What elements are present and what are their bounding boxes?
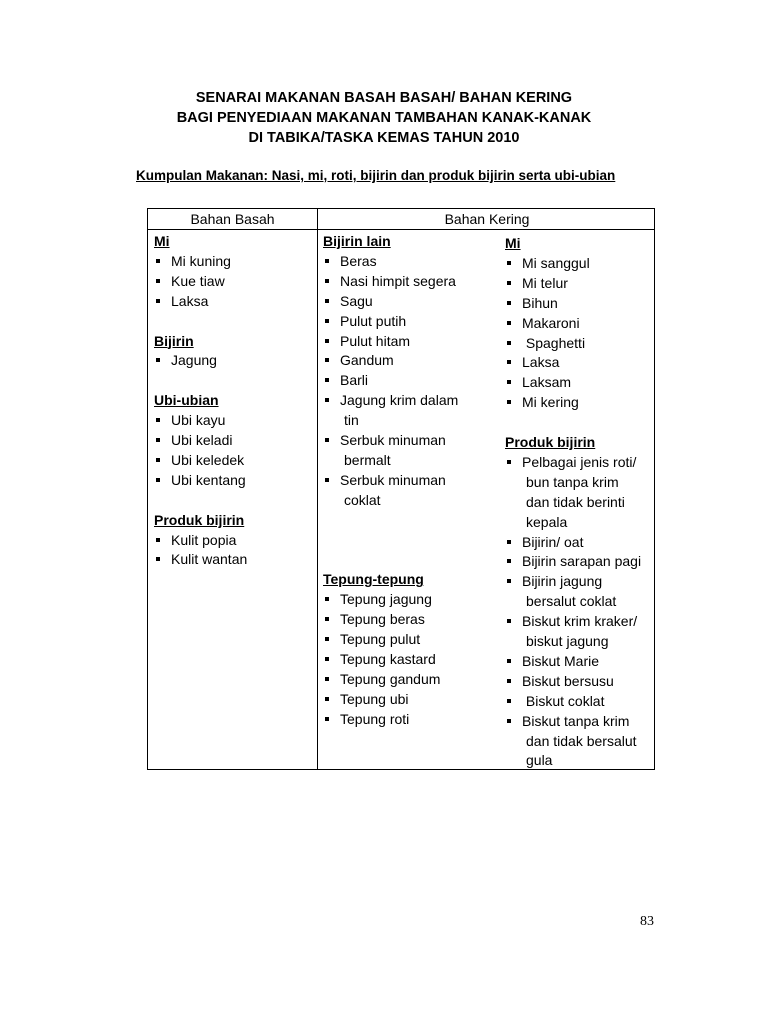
bullet-icon [507, 719, 511, 723]
bullet-icon [507, 659, 511, 663]
list-item: Laksa [522, 354, 560, 371]
list-item: Beras [340, 252, 377, 269]
section-heading: Mi [505, 235, 521, 251]
list-item: bermalt [344, 451, 391, 468]
list-item: Biskut tanpa krim [522, 712, 630, 729]
list-item: Barli [340, 372, 369, 389]
header-divider [148, 229, 654, 230]
bullet-icon [507, 341, 511, 345]
list-item: Bijirin sarapan pagi [522, 553, 642, 570]
section-heading: Ubi-ubian [154, 392, 219, 409]
list-item: Tepung jagung [340, 591, 432, 608]
list-item: Tepung roti [340, 710, 410, 727]
list-item: Mi sanggul [522, 254, 590, 271]
bullet-icon [325, 279, 329, 283]
list-item: Pulut hitam [340, 332, 411, 349]
list-item: Biskut bersusu [522, 672, 614, 689]
list-item: Laksam [522, 374, 572, 391]
food-list-table [147, 208, 655, 770]
section-heading: Produk bijirin [505, 434, 596, 450]
list-item: Biskut krim kraker/ [522, 613, 638, 630]
bullet-icon [507, 380, 511, 384]
bullet-icon [507, 360, 511, 364]
list-item: Gandum [340, 352, 394, 369]
list-item: Pelbagai jenis roti/ [522, 453, 637, 470]
bullet-icon [156, 279, 160, 283]
header-bahan-kering: Bahan Kering [444, 211, 530, 227]
bullet-icon [507, 679, 511, 683]
list-item: Bijirin jagung [522, 573, 603, 590]
section-heading: Mi [154, 233, 170, 249]
list-item: Tepung ubi [340, 690, 409, 707]
title-line-2: BAGI PENYEDIAAN MAKANAN TAMBAHAN KANAK-KANAK [176, 110, 592, 126]
title-line-3: DI TABIKA/TASKA KEMAS TAHUN 2010 [248, 130, 520, 146]
list-item: Tepung kastard [340, 650, 436, 667]
bullet-icon [507, 699, 511, 703]
list-item: Mi kuning [171, 252, 231, 269]
header-bahan-basah: Bahan Basah [190, 211, 275, 227]
bullet-icon [507, 321, 511, 325]
list-item: dan tidak bersalut [526, 732, 637, 749]
list-item: Mi telur [522, 274, 568, 291]
bullet-icon [156, 538, 160, 542]
bullet-icon [325, 299, 329, 303]
bullet-icon [507, 579, 511, 583]
list-item: Biskut Marie [522, 652, 600, 669]
bullet-icon [325, 657, 329, 661]
list-item: coklat [344, 491, 381, 508]
list-item: Kulit popia [171, 531, 237, 548]
bullet-icon [325, 637, 329, 641]
bullet-icon [325, 319, 329, 323]
bullet-icon [507, 559, 511, 563]
title-line-1: SENARAI MAKANAN BASAH BASAH/ BAHAN KERING [195, 90, 573, 106]
column-divider [317, 209, 318, 769]
bullet-icon [156, 458, 160, 462]
bullet-icon [325, 617, 329, 621]
bullet-icon [156, 418, 160, 422]
list-item: Spaghetti [522, 334, 586, 351]
list-item: Mi kering [522, 394, 579, 411]
list-item: kepala [526, 513, 568, 530]
list-item: Kulit wantan [171, 551, 248, 568]
bullet-icon [325, 597, 329, 601]
list-item: Tepung gandum [340, 670, 441, 687]
list-item: Ubi keladi [171, 432, 233, 448]
list-item: bun tanpa krim [526, 473, 619, 490]
list-item: Kue tiaw [171, 272, 225, 289]
list-item: biskut jagung [526, 633, 609, 649]
bullet-icon [325, 398, 329, 402]
list-item: bersalut coklat [526, 593, 617, 610]
bullet-icon [507, 540, 511, 544]
bullet-icon [507, 400, 511, 404]
list-item: Laksa [171, 292, 209, 309]
list-item: Jagung krim dalam [340, 392, 459, 409]
section-heading: Bijirin [154, 332, 194, 349]
bullet-icon [325, 339, 329, 343]
list-item: Ubi kayu [171, 412, 226, 429]
bullet-icon [325, 438, 329, 442]
bullet-icon [325, 378, 329, 382]
section-heading: Produk bijirin [154, 511, 245, 528]
bullet-icon [325, 259, 329, 263]
bullet-icon [156, 478, 160, 482]
list-item: Serbuk minuman [340, 432, 446, 448]
bullet-icon [325, 358, 329, 362]
bullet-icon [507, 281, 511, 285]
bullet-icon [325, 677, 329, 681]
bullet-icon [325, 717, 329, 721]
list-item: dan tidak berinti [526, 493, 625, 510]
bullet-icon [156, 438, 160, 442]
bullet-icon [507, 301, 511, 305]
bullet-icon [507, 619, 511, 623]
bullet-icon [507, 460, 511, 464]
list-item: Tepung beras [340, 611, 425, 628]
list-item: Bijirin/ oat [522, 533, 584, 550]
page-number: 83 [640, 914, 654, 929]
section-heading: Bijirin lain [323, 233, 391, 249]
bullet-icon [156, 358, 160, 362]
bullet-icon [156, 259, 160, 263]
bullet-icon [507, 261, 511, 265]
section-heading: Tepung-tepung [323, 571, 424, 588]
list-item: Tepung pulut [340, 631, 421, 647]
list-item: Jagung [171, 352, 217, 369]
list-item: Nasi himpit segera [340, 272, 456, 289]
list-item: Sagu [340, 292, 373, 309]
food-group-subtitle: Kumpulan Makanan: Nasi, mi, roti, bijirin dan produk bijirin serta ubi-ubian [136, 168, 616, 183]
list-item: tin [344, 412, 359, 429]
list-item: Ubi kentang [171, 471, 246, 488]
list-item: gula [526, 752, 553, 769]
list-item: Biskut coklat [522, 692, 605, 709]
list-item: Bihun [522, 294, 558, 311]
bullet-icon [325, 697, 329, 701]
bullet-icon [156, 299, 160, 303]
list-item: Ubi keledek [171, 451, 245, 468]
bullet-icon [156, 557, 160, 561]
bullet-icon [325, 478, 329, 482]
list-item: Serbuk minuman [340, 471, 446, 488]
list-item: Makaroni [522, 314, 580, 331]
list-item: Pulut putih [340, 312, 407, 329]
